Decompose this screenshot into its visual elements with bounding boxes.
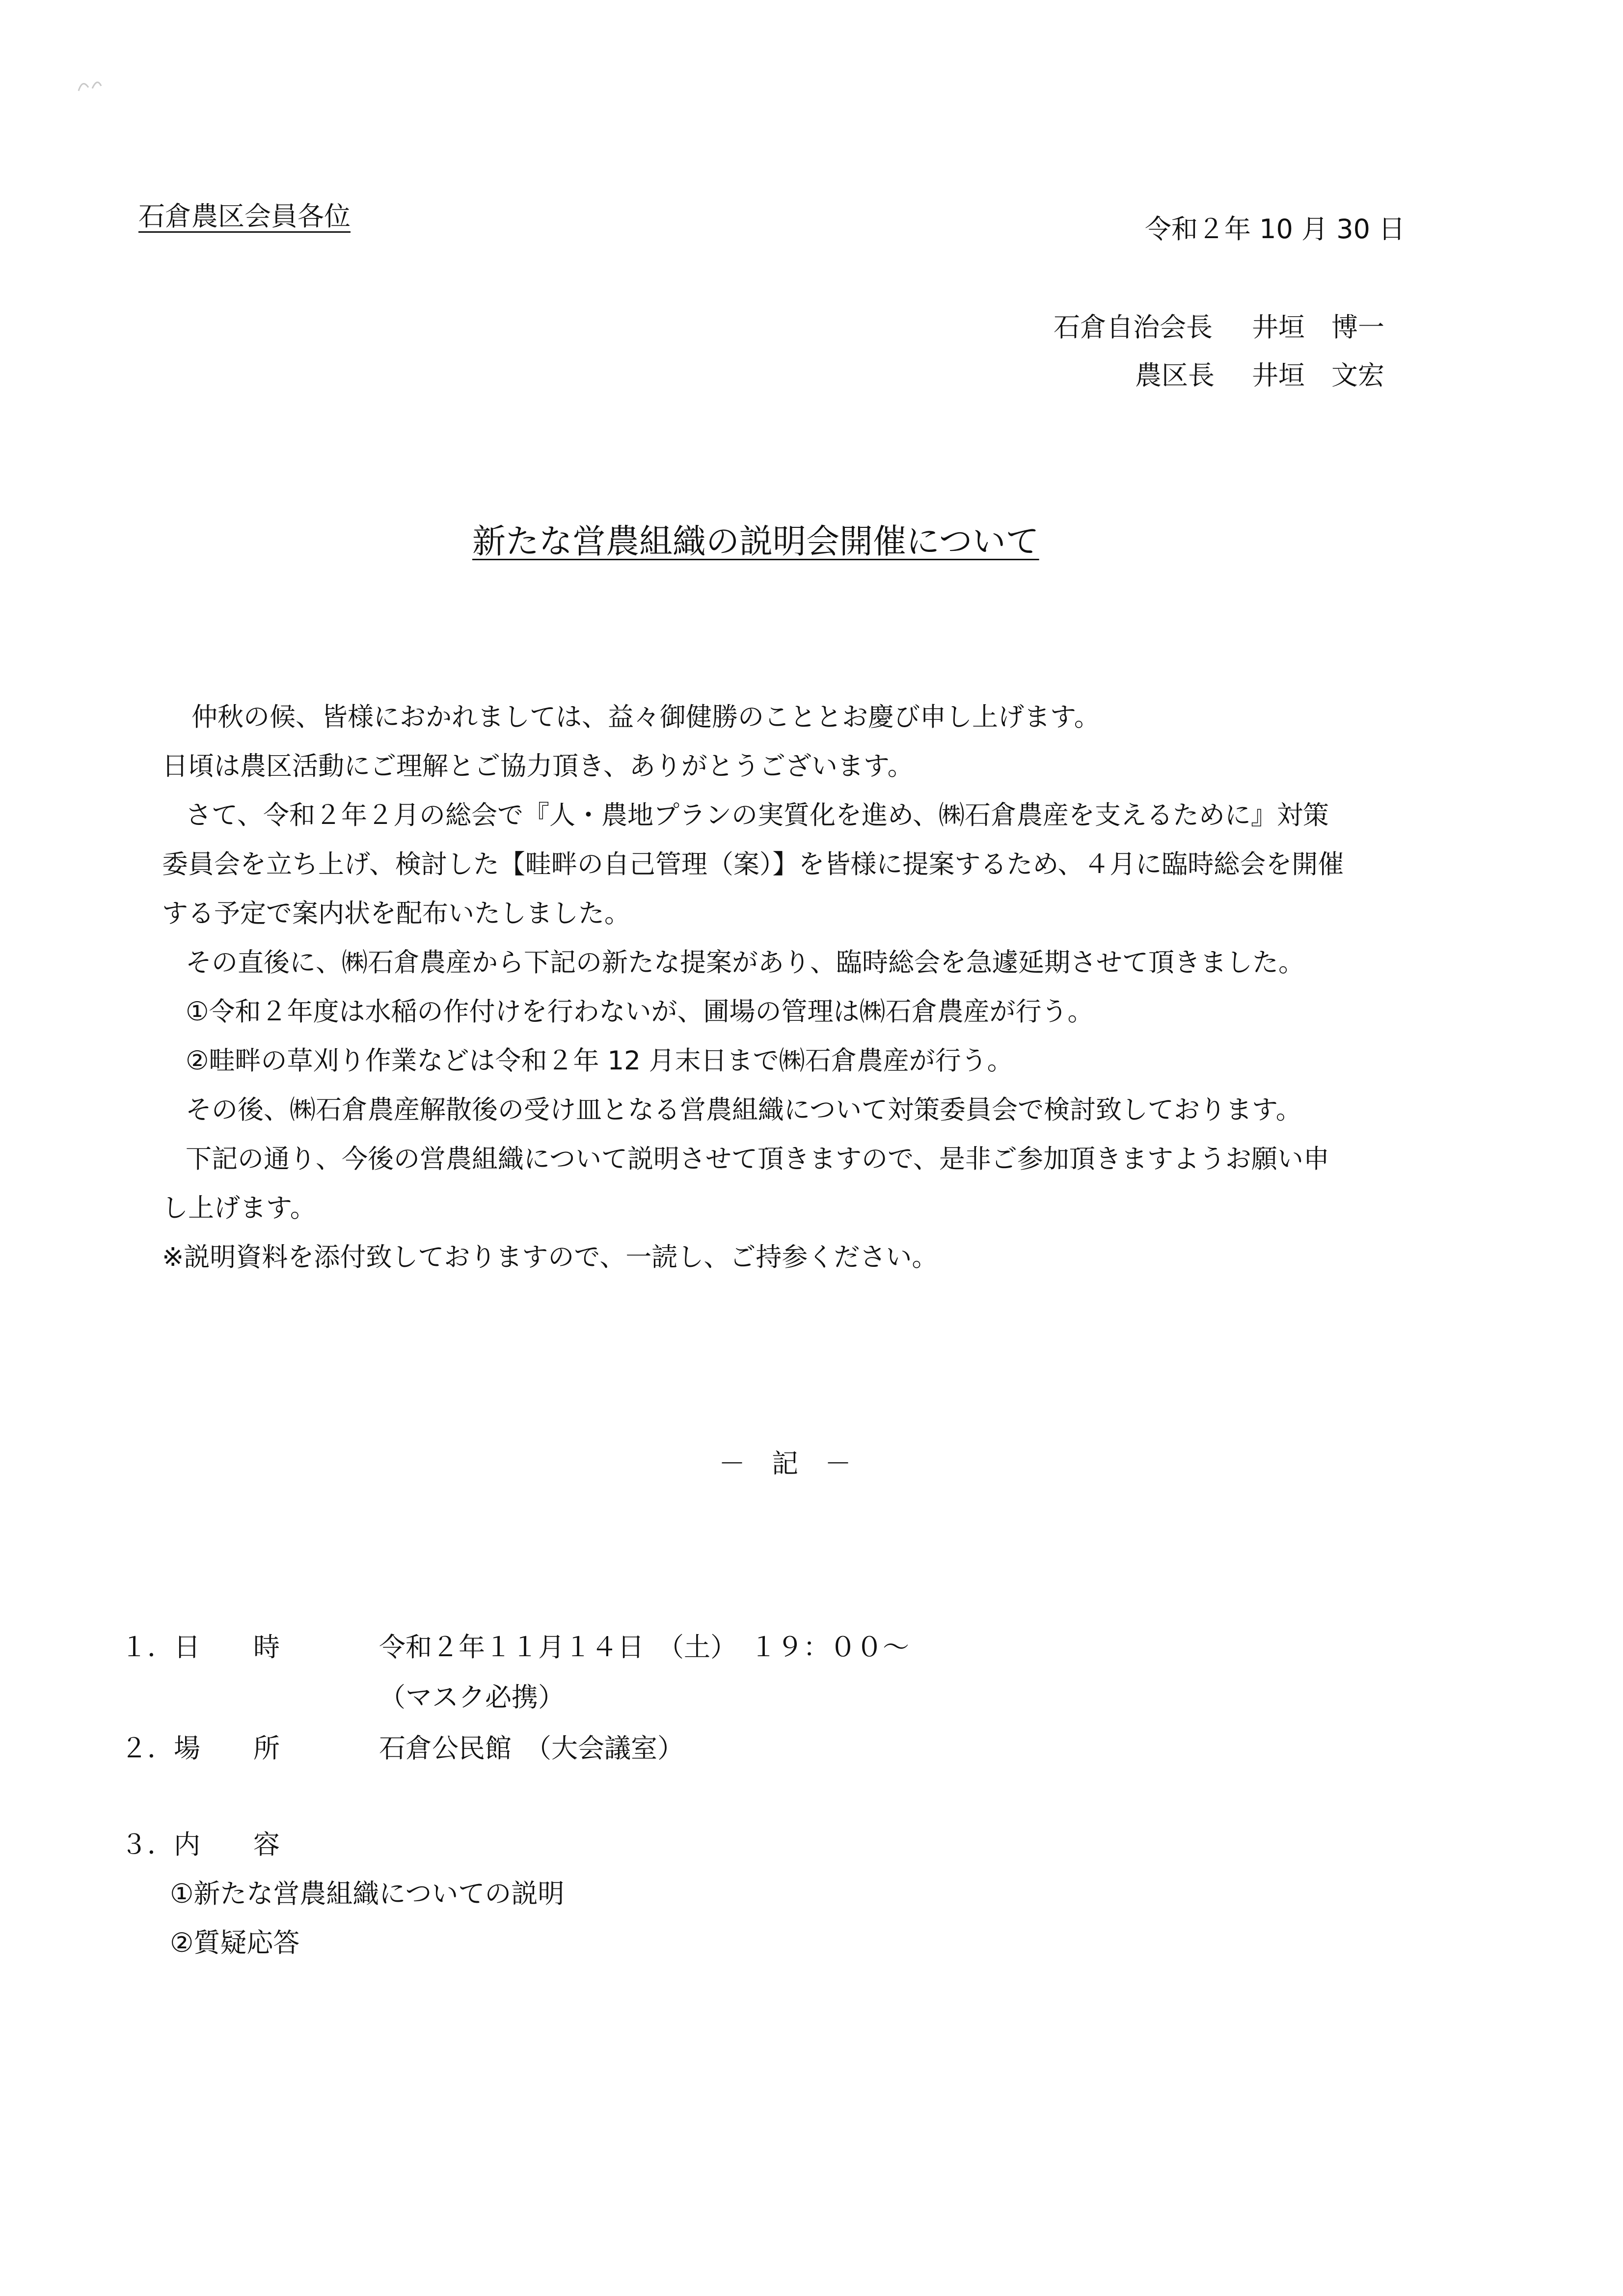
issue-date: 令和２年 10 月 30 日: [1145, 214, 1406, 245]
body-line: する予定で案内状を配布いたしました。: [162, 899, 630, 929]
datetime-value: 令和２年１１月１４日 （土） １９：００～: [379, 1632, 909, 1663]
body-line: その後、㈱石倉農産解散後の受け皿となる営農組織について対策委員会で検討致しております。: [186, 1095, 1302, 1125]
page-title: 新たな営農組織の説明会開催について: [472, 522, 1039, 561]
place-value: 石倉公民館 （大会議室）: [379, 1733, 684, 1764]
sender-role-1: 石倉自治会長: [1054, 312, 1213, 343]
datetime-note: （マスク必携）: [379, 1682, 565, 1713]
body-line: し上げます。: [162, 1193, 316, 1223]
body-line: 日頃は農区活動にご理解とご協力頂き、ありがとうございます。: [162, 751, 914, 781]
body-line: 下記の通り、今後の営農組織について説明させて頂きますので、是非ご参加頂きますようお願い申: [186, 1144, 1329, 1174]
sender-name-2: 井垣 文宏: [1252, 360, 1384, 391]
content-point-2: ②質疑応答: [170, 1927, 300, 1958]
body-line: さて、令和２年２月の総会で『人・農地プランの実質化を進め、㈱石倉農産を支えるために』対策: [186, 800, 1329, 830]
sender-role-2: 農区長: [1135, 360, 1215, 391]
addressee: 石倉農区会員各位: [138, 201, 351, 232]
body-line: その直後に、㈱石倉農産から下記の新たな提案があり、臨時総会を急遽延期させて頂きました。: [186, 948, 1304, 978]
content-label: ３．内 容: [121, 1829, 280, 1860]
proposal-item-2: ②畦畔の草刈り作業などは令和２年 12 月末日まで㈱石倉農産が行う。: [186, 1046, 1013, 1076]
attachment-note: ※説明資料を添付致しておりますので、一読し、ご持参ください。: [162, 1242, 938, 1272]
proposal-item-1: ①令和２年度は水稲の作付けを行わないが、圃場の管理は㈱石倉農産が行う。: [186, 997, 1094, 1027]
scan-artifact-icon: [74, 69, 108, 98]
datetime-label: １．日 時: [121, 1632, 280, 1663]
body-line: 委員会を立ち上げ、検討した【畦畔の自己管理（案）】を皆様に提案するため、４月に臨時総会を開催: [162, 849, 1344, 879]
content-point-1: ①新たな営農組織についての説明: [170, 1878, 565, 1909]
ki-heading: － 記 －: [719, 1448, 851, 1479]
body-line: 仲秋の候、皆様におかれましては、益々御健勝のこととお慶び申し上げます。: [191, 702, 1100, 732]
place-label: ２．場 所: [121, 1733, 280, 1764]
sender-name-1: 井垣 博一: [1252, 312, 1384, 343]
